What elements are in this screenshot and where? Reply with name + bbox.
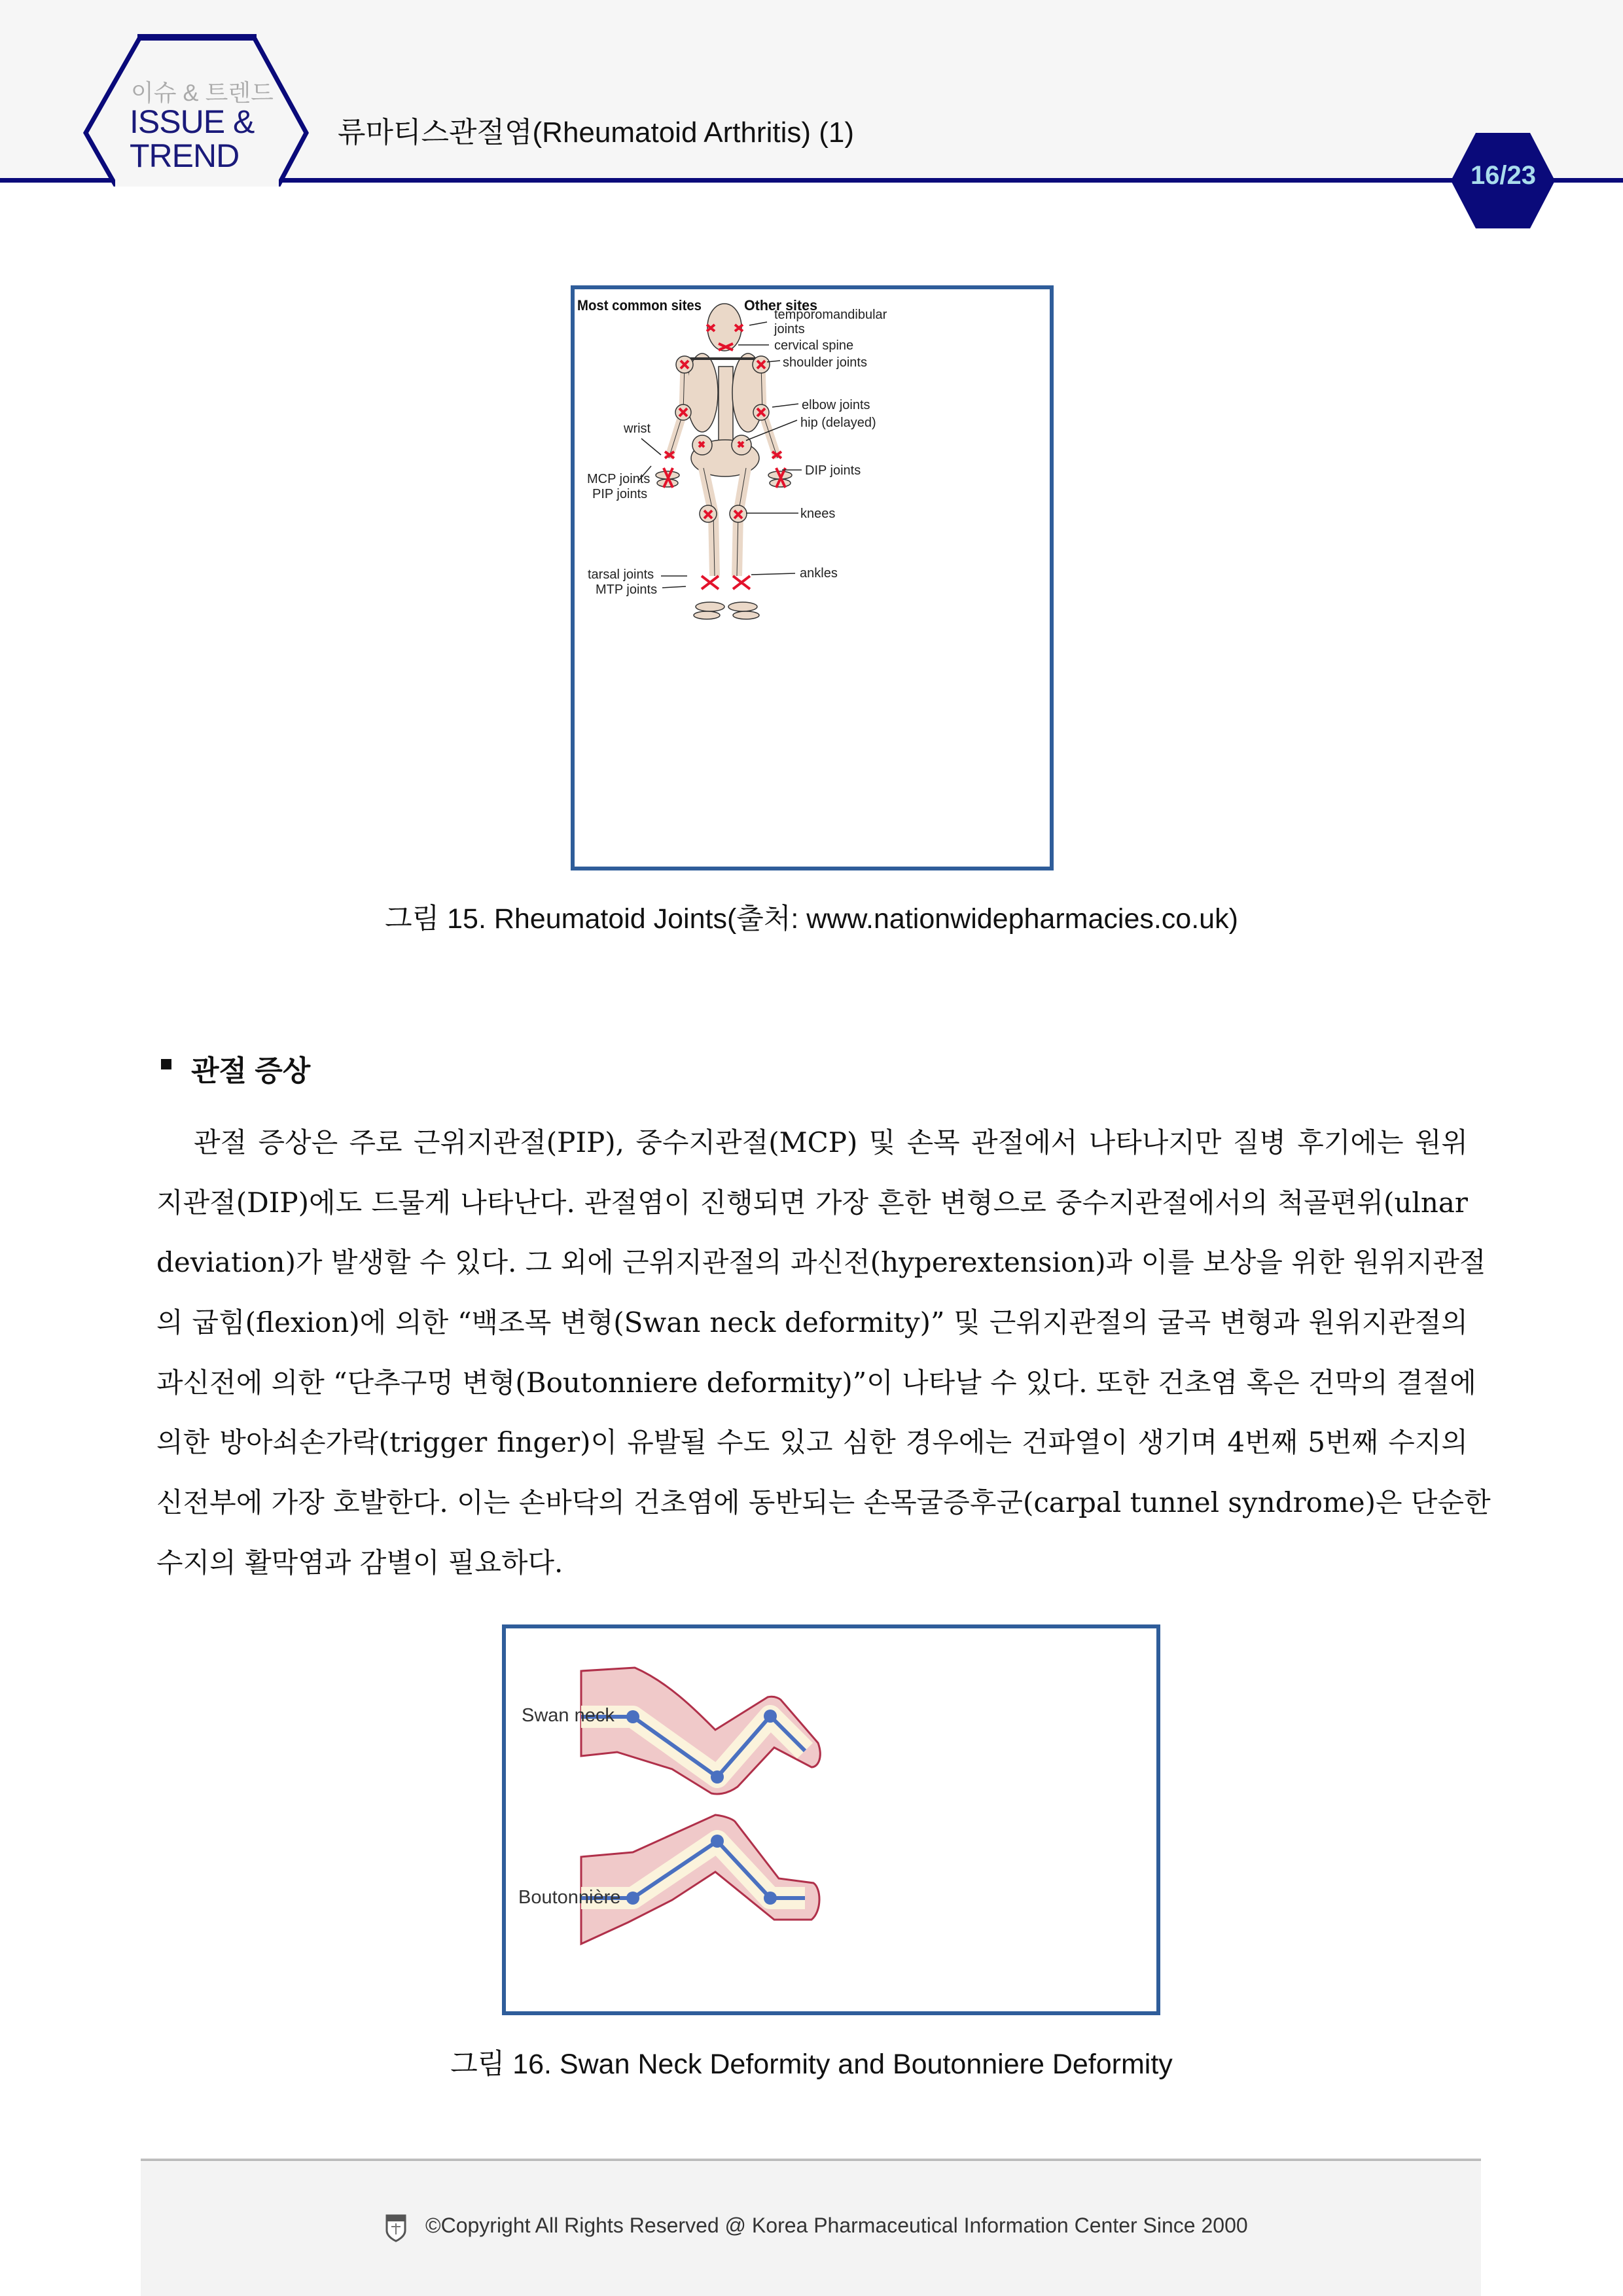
kpic-emblem-icon — [385, 2214, 407, 2242]
copyright-text: ©Copyright All Rights Reserved @ Korea Pharmaceutical Information Center Since 2000 — [425, 2214, 1248, 2237]
label-dip-joints: DIP joints — [805, 463, 861, 478]
label-shoulder-joints: shoulder joints — [783, 355, 867, 370]
heading-most-common: Most common sites — [577, 297, 702, 314]
page-number: 16/23 — [1470, 161, 1537, 190]
label-pip-joints: PIP joints — [592, 487, 648, 501]
label-hip: hip (delayed) — [800, 416, 876, 430]
paragraph-line: 수지의 활막염과 감별이 필요하다. — [156, 1546, 563, 1579]
heading-other-sites: Other sites — [744, 297, 817, 314]
finger-deformity-figure — [497, 1617, 1165, 2022]
label-ankles: ankles — [800, 566, 838, 581]
label-mtp-joints: MTP joints — [596, 583, 658, 597]
bullet-icon — [161, 1059, 171, 1069]
label-boutonniere: Boutonnière — [518, 1887, 621, 1908]
label-tarsal-joints: tarsal joints — [588, 567, 654, 582]
paragraph-line: 과신전에 의한 “단추구멍 변형(Boutonniere deformity)”이 나타날 수 있다. 또한 건초염 혹은 건막의 결절에 — [156, 1366, 1476, 1399]
label-swan-neck: Swan neck — [522, 1705, 615, 1726]
logo-trend-text: TREND — [130, 137, 240, 174]
label-temporomandibular: temporomandibular — [774, 308, 887, 322]
label-elbow-joints: elbow joints — [802, 398, 870, 412]
footer-divider — [141, 2159, 1481, 2161]
paragraph-line: 의 굽힘(flexion)에 의한 “백조목 변형(Swan neck deformity)” 및 근위지관절의 굴곡 변형과 원위지관절의 — [156, 1306, 1468, 1339]
paragraph-line: deviation)가 발생할 수 있다. 그 외에 근위지관절의 과신전(hyperextension)과 이를 보상을 위한 원위지관절 — [156, 1246, 1486, 1279]
label-mcp-joints: MCP joints — [587, 472, 651, 486]
paragraph-line: 지관절(DIP)에도 드물게 나타난다. 관절염이 진행되면 가장 흔한 변형으로 중수지관절에서의 척골편위(ulnar — [156, 1186, 1468, 1219]
page-title: 류마티스관절염(Rheumatoid Arthritis) (1) — [338, 117, 855, 149]
rheumatoid-joints-figure — [563, 275, 1060, 877]
section-heading: 관절 증상 — [191, 1055, 311, 1087]
label-tmj-joints: joints — [774, 322, 805, 336]
logo-korean-text: 이슈 & 트렌드 — [131, 79, 274, 106]
paragraph-line: 관절 증상은 주로 근위지관절(PIP), 중수지관절(MCP) 및 손목 관절에서 나타나지만 질병 후기에는 원위 — [194, 1126, 1468, 1158]
paragraph-line: 의한 방아쇠손가락(trigger finger)이 유발될 수도 있고 심한 경우에는 건파열이 생기며 4번째 5번째 수지의 — [156, 1426, 1468, 1459]
paragraph-line: 신전부에 가장 호발한다. 이는 손바닥의 건초염에 동반되는 손목굴증후군(carpal tunnel syndrome)은 단순한 — [156, 1486, 1491, 1519]
label-knees: knees — [800, 507, 836, 521]
label-wrist: wrist — [624, 422, 651, 436]
figure-15-caption: 그림 15. Rheumatoid Joints(출처: www.nationwidepharmacies.co.uk) — [385, 903, 1238, 935]
body-paragraph — [156, 1113, 1491, 1593]
label-cervical-spine: cervical spine — [774, 338, 854, 353]
figure-16-caption: 그림 16. Swan Neck Deformity and Boutonniere Deformity — [450, 2049, 1173, 2080]
logo-issue-text: ISSUE & — [130, 103, 255, 140]
